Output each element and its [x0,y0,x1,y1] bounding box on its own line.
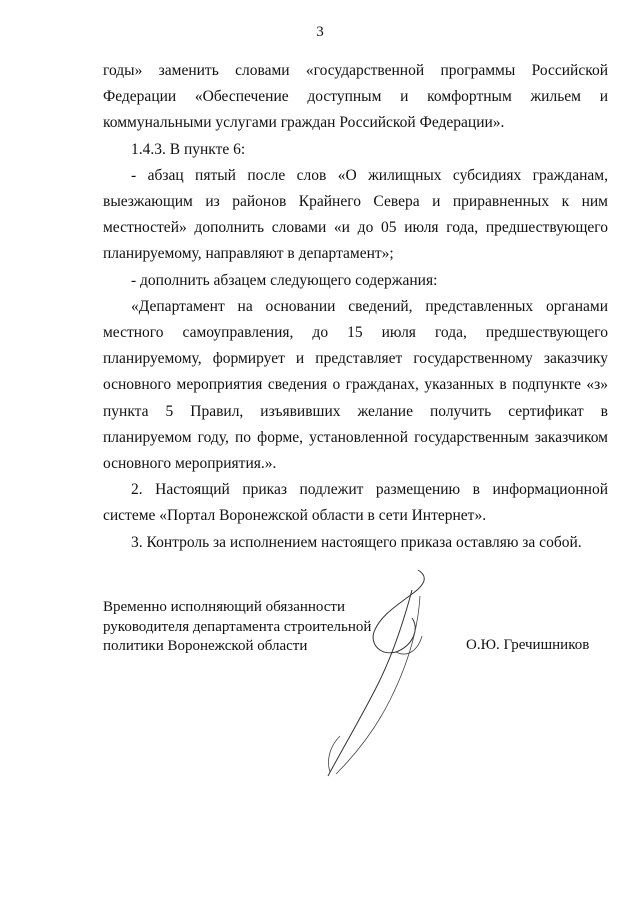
document-body [103,58,608,556]
paragraph-quoted-text: «Департамент на основании сведений, представленных органами местного самоуправления, до 15 июля года, предшествующего планируемому, формирует и представляет государственному заказчику основного мероприятия сведения о гражданах, указанных в подпункте «з» пункта 5 Правил, изъявивших желание получить сертификат в планируемом году, по форме, установленной государственным заказчиком основного мероприятия.». [103,297,608,473]
paragraph-subitem-paragraph-five: - абзац пятый после слов «О жилищных субсидиях гражданам, выезжающим из районов Крайнего Севера и приравненных к ним местностей» дополнить словами «и до 05 июля года, предшествующего планируемому, направляют в департамент»; [103,166,608,263]
signer-position-line: Временно исполняющий обязанности [103,599,346,615]
paragraph-continuation: годы» заменить словами «государственной программы Российской Федерации «Обеспечение доступным и комфортным жильем и коммунальными услугами граждан Российской Федерации». [103,62,608,132]
signer-position-line: политики Воронежской области [103,638,308,654]
paragraph-item-3: 3. Контроль за исполнением настоящего приказа оставляю за собой. [131,533,582,551]
handwritten-signature [300,560,460,790]
page-number: 3 [316,24,324,40]
signer-position-line: руководителя департамента строительной [103,618,372,635]
signer-name: О.Ю. Гречишников [466,637,590,653]
paragraph-item-1-4-3: 1.4.3. В пункте 6: [131,140,246,158]
paragraph-item-2: 2. Настоящий приказ подлежит размещению в информационной системе «Портал Воронежской области в сети Интернет». [103,481,608,525]
paragraph-subitem-add: - дополнить абзацем следующего содержания: [131,271,438,289]
